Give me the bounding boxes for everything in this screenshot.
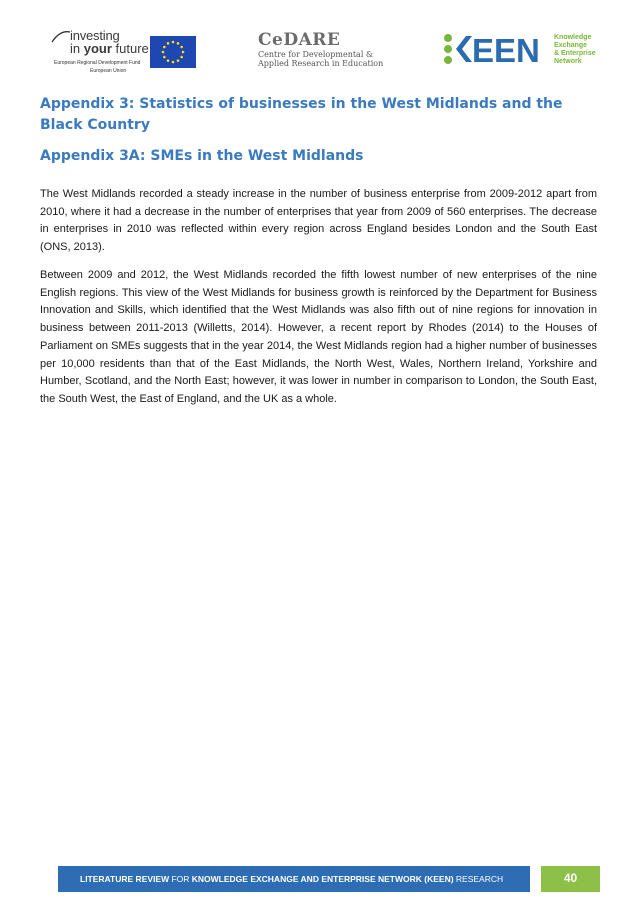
appendix-heading: Appendix 3: Statistics of businesses in the West Midlands and the Black Country [40, 96, 563, 133]
footer-title: LITERATURE REVIEW FOR KNOWLEDGE EXCHANGE AND ENTERPRISE NETWORK (KEEN) RESEARCH [80, 874, 504, 884]
eu-star-icon [163, 56, 166, 59]
body-paragraph-1: The West Midlands recorded a steady increase in the number of business enterprise from 2009-2012 apart from 2010, where it had a decrease in the number of enterprises that year from 2009 of 560 enterprises. The decrease in enterprises in 2010 was reflected within every region across England besides London and the South East (ONS, 2013). [40, 188, 597, 254]
cedare-logo-sub1: Centre for Developmental & [258, 50, 374, 59]
eu-star-icon [162, 51, 165, 54]
eu-star-icon [177, 59, 180, 62]
appendix-subheading: Appendix 3A: SMEs in the West Midlands [40, 148, 364, 164]
eu-star-icon [177, 42, 180, 45]
eu-logo-line2: in your future [70, 41, 149, 56]
cedare-logo-name: CeDARE [258, 30, 341, 50]
eu-star-icon [167, 59, 170, 62]
cedare-logo [258, 30, 398, 74]
eu-investing-logo [50, 26, 200, 78]
eu-star-icon [182, 51, 185, 54]
page-number-box [541, 866, 600, 892]
eu-star-icon [172, 61, 175, 64]
eu-swoosh-icon [50, 28, 72, 44]
eu-star-icon [180, 46, 183, 49]
eu-star-icon [167, 42, 170, 45]
page-header [40, 22, 600, 82]
cedare-logo-sub2: Applied Research in Education [258, 59, 384, 68]
eu-fund-label: European Regional Development Fund [54, 60, 141, 66]
eu-star-icon [180, 56, 183, 59]
body-paragraph-2: Between 2009 and 2012, the West Midlands recorded the fifth lowest number of new enterprises of the nine English regions. This view of the West Midlands for business growth is reinforced by the Department for Business Innovation and Skills, which identified that the West Midlands was also fifth out of nine regions for innovation in business between 2011-2013 (Willetts, 2014). However, a recent report by Rhodes (2014) to the Houses of Parliament on SMEs suggests that in the year 2014, the West Midlands region had a higher number of businesses per 10,000 residents than that of the East Midlands, the North West, Wales, Northern Ireland, Yorkshire and Humber, Scotland, and the North East; however, it was lower in number in comparison to London, the South East, the South West, the East of England, and the UK as a whole. [40, 269, 597, 405]
eu-union-label: European Union [90, 68, 127, 74]
keen-mark-icon [442, 32, 546, 66]
keen-logo [442, 28, 602, 74]
footer-bar [58, 866, 530, 892]
svg-text:EEN: EEN [472, 32, 540, 66]
page-number: 40 [563, 871, 578, 885]
keen-logo-text: Knowledge Exchange & Enterprise Network [554, 34, 596, 65]
eu-logo-line1: investing [70, 28, 120, 43]
eu-star-icon [163, 46, 166, 49]
eu-flag-icon [150, 36, 196, 68]
eu-star-icon [172, 41, 175, 44]
